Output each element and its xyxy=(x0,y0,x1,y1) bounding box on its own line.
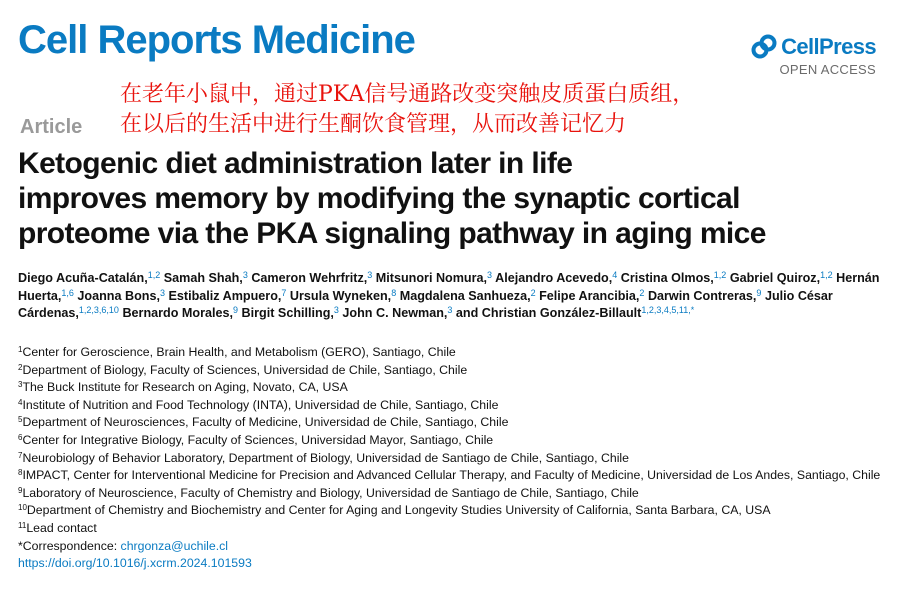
author-affiliation-marker: 3 xyxy=(242,270,248,280)
affiliation-text: IMPACT, Center for Interventional Medicine for Precision and Advanced Cellular Therapy, and Faculty of Medicine, Universidad de Los Andes, Santiago, Chile xyxy=(22,468,881,483)
author-affiliation-marker: 1,2,3,6,10 xyxy=(78,305,119,315)
author-affiliation-marker: 2 xyxy=(530,287,536,298)
author-affiliation-marker: 1,2 xyxy=(147,270,161,280)
author-entry xyxy=(290,289,396,303)
affiliation-number: 7 xyxy=(18,450,23,460)
affiliation-item xyxy=(18,344,888,362)
author-affiliation-marker: 7 xyxy=(281,287,287,298)
author-name: Mitsunori Nomura, xyxy=(375,271,488,285)
title-line-1: Ketogenic diet administration later in life xyxy=(18,147,573,180)
publisher-brand xyxy=(751,34,876,77)
affiliation-item xyxy=(18,414,888,432)
author-affiliation-marker: 3 xyxy=(159,287,165,298)
affiliation-item xyxy=(18,467,888,485)
affiliation-text: Department of Biology, Faculty of Sciences, Universidad de Chile, Santiago, Chile xyxy=(22,362,468,377)
affiliation-text: Laboratory of Neuroscience, Faculty of Chemistry and Biology, Universidad de Santiago de Chile, Santiago, Chile xyxy=(22,485,639,500)
author-entry xyxy=(376,271,492,285)
overlay-line-1: 在老年小鼠中，通过PKA信号通路改变突触皮质蛋白质组， xyxy=(120,82,695,107)
correspondence xyxy=(18,538,888,556)
publisher-row xyxy=(751,34,876,60)
author-name: Hernán Huerta, xyxy=(18,271,880,303)
author-entry xyxy=(621,271,727,285)
author-entry xyxy=(18,271,160,285)
article-title xyxy=(18,146,888,251)
author-affiliation-marker: 9 xyxy=(756,287,762,298)
author-name: John C. Newman, xyxy=(342,306,448,320)
author-name: Bernardo Morales, xyxy=(122,306,234,320)
affiliation-number: 4 xyxy=(18,397,23,407)
author-affiliation-marker: 9 xyxy=(233,305,239,315)
author-name: Birgit Schilling, xyxy=(241,306,334,320)
affiliation-item xyxy=(18,450,888,468)
overlay-line-2: 在以后的生活中进行生酮饮食管理，从而改善记忆力 xyxy=(120,112,627,137)
affiliation-number: 10 xyxy=(18,503,27,513)
author-affiliation-marker: 1,2 xyxy=(713,270,727,280)
author-name: Samah Shah, xyxy=(163,271,243,285)
author-list xyxy=(18,270,888,323)
affiliation-item xyxy=(18,397,888,415)
author-entry xyxy=(242,306,339,320)
author-name: Felipe Arancibia, xyxy=(539,288,640,303)
affiliation-text: Department of Neurosciences, Faculty of Medicine, Universidad de Chile, Santiago, Chile xyxy=(22,415,509,430)
author-affiliation-marker: 1,2,3,4,5,11,* xyxy=(641,305,695,315)
author-name: Joanna Bons, xyxy=(77,288,160,303)
affiliation-text: Center for Geroscience, Brain Health, and Metabolism (GERO), Santiago, Chile xyxy=(22,345,456,359)
doi-link[interactable]: https://doi.org/10.1016/j.xcrm.2024.101593 xyxy=(18,556,252,571)
author-name: Estibaliz Ampuero, xyxy=(168,288,282,303)
affiliation-number: 5 xyxy=(18,415,23,425)
title-line-2: improves memory by modifying the synaptic cortical xyxy=(18,182,740,215)
author-affiliation-marker: 1,6 xyxy=(61,287,74,298)
affiliation-text: Center for Integrative Biology, Faculty of Sciences, Universidad Mayor, Santiago, Chile xyxy=(22,432,494,447)
affiliation-list xyxy=(18,344,888,520)
translation-overlay xyxy=(120,80,900,140)
author-name: Cristina Olmos, xyxy=(620,271,714,285)
affiliation-number: 2 xyxy=(18,362,23,372)
author-name: Alejandro Acevedo, xyxy=(495,271,613,285)
author-affiliation-marker: 3 xyxy=(447,305,453,315)
author-affiliation-marker: 1,2 xyxy=(820,270,833,280)
correspondence-label: *Correspondence: xyxy=(18,538,121,553)
affiliations xyxy=(18,344,888,573)
affiliation-text: The Buck Institute for Research on Aging, Novato, CA, USA xyxy=(22,380,348,395)
author-entry xyxy=(251,271,372,285)
affiliation-number: 1 xyxy=(18,345,23,354)
affiliation-item xyxy=(18,485,888,503)
author-name: Julio César Cárdenas, xyxy=(18,288,833,320)
author-entry xyxy=(730,271,833,285)
author-affiliation-marker: 3 xyxy=(367,270,373,280)
author-entry xyxy=(400,289,536,303)
affiliation-item xyxy=(18,432,888,450)
author-affiliation-marker: 3 xyxy=(333,305,339,315)
affiliation-text: Department of Chemistry and Biochemistry and Center for Aging and Longevity Studies University of California, Santa Barbara, CA, USA xyxy=(26,503,771,518)
author-affiliation-marker: 4 xyxy=(612,270,618,280)
affiliation-item xyxy=(18,362,888,380)
article-type-label: Article xyxy=(20,116,83,138)
author-entry xyxy=(169,289,287,303)
affiliation-number: 6 xyxy=(18,432,23,442)
lead-contact-text: Lead contact xyxy=(26,520,97,535)
author-entry xyxy=(77,289,165,303)
affiliation-number: 3 xyxy=(18,380,23,390)
affiliation-number: 9 xyxy=(18,485,23,495)
author-entry xyxy=(456,306,694,320)
author-affiliation-marker: 2 xyxy=(639,287,645,298)
author-entry xyxy=(122,306,238,320)
author-entry xyxy=(495,271,617,285)
affiliation-text: Institute of Nutrition and Food Technology (INTA), Universidad de Chile, Santiago, Chile xyxy=(22,397,499,412)
author-name: Diego Acuña-Catalán, xyxy=(18,271,148,285)
affiliation-text: Neurobiology of Behavior Laboratory, Department of Biology, Universidad de Santiago de Chile, Santiago, Chile xyxy=(22,450,629,465)
author-entry xyxy=(342,306,452,320)
journal-title: Cell Reports Medicine xyxy=(18,18,415,62)
open-access-label: OPEN ACCESS xyxy=(779,62,876,77)
lead-contact-number: 11 xyxy=(18,520,27,530)
author-name: Darwin Contreras, xyxy=(647,288,757,303)
cellpress-logo-icon xyxy=(751,34,777,60)
correspondence-email-link[interactable]: chrgonza@uchile.cl xyxy=(120,538,229,553)
author-entry xyxy=(539,289,644,303)
affiliation-number: 8 xyxy=(18,468,23,478)
author-affiliation-marker: 3 xyxy=(487,270,493,280)
lead-contact xyxy=(18,520,888,538)
author-name: Ursula Wyneken, xyxy=(289,288,392,303)
publisher-name: CellPress xyxy=(781,34,876,59)
title-line-3: proteome via the PKA signaling pathway in aging mice xyxy=(18,217,766,250)
author-name: and Christian González-Billault xyxy=(455,306,642,320)
author-name: Cameron Wehrfritz, xyxy=(251,271,368,285)
author-name: Gabriel Quiroz, xyxy=(729,271,821,285)
affiliation-item xyxy=(18,379,888,397)
author-name: Magdalena Sanhueza, xyxy=(399,288,531,303)
author-entry xyxy=(164,271,248,285)
affiliation-item xyxy=(18,502,888,520)
author-affiliation-marker: 8 xyxy=(391,287,397,298)
author-entry xyxy=(648,289,762,303)
